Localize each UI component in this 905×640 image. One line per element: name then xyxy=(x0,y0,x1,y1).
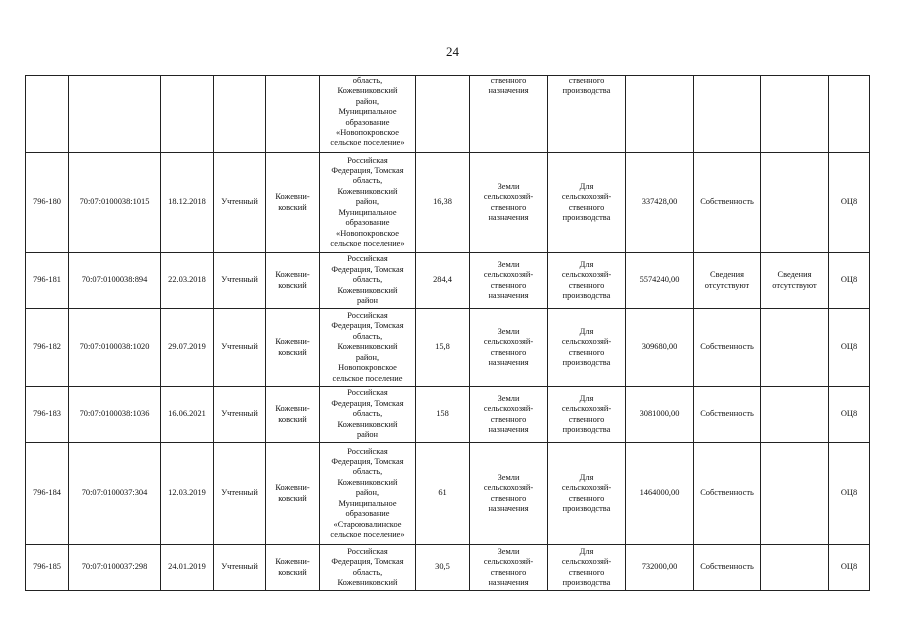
cell-cadastral-number: 70:07:0100038:1036 xyxy=(69,387,161,443)
table-row xyxy=(26,153,870,253)
cell-land-category: ственного назначения xyxy=(470,76,548,153)
cell-cadastral-number: 70:07:0100037:304 xyxy=(69,443,161,545)
cell-cadastral-value: 5574240,00 xyxy=(626,253,694,309)
cell-area: 30,5 xyxy=(416,545,470,591)
cell-right-type: Сведения отсутствуют xyxy=(694,253,761,309)
cell-right-holder xyxy=(761,443,829,545)
cell-district xyxy=(266,76,320,153)
cell-district: Кожевни- ковский xyxy=(266,545,320,591)
cell-id: 796-184 xyxy=(26,443,69,545)
cell-code xyxy=(829,76,870,153)
cell-right-holder xyxy=(761,309,829,387)
cell-cadastral-number: 70:07:0100038:894 xyxy=(69,253,161,309)
cell-cadastral-number xyxy=(69,76,161,153)
cell-district: Кожевни- ковский xyxy=(266,253,320,309)
table-row xyxy=(26,387,870,443)
cell-right-type: Собственность xyxy=(694,387,761,443)
cell-land-category: Земли сельскохозяй- ственного назначения xyxy=(470,545,548,591)
cell-right-type: Собственность xyxy=(694,443,761,545)
cell-cadastral-value: 309680,00 xyxy=(626,309,694,387)
cell-address: Российская Федерация, Томская область, Кожевниковский район xyxy=(320,253,416,309)
cell-district: Кожевни- ковский xyxy=(266,309,320,387)
cell-right-holder xyxy=(761,545,829,591)
cell-right-type: Собственность xyxy=(694,309,761,387)
cell-cadastral-number: 70:07:0100038:1020 xyxy=(69,309,161,387)
cell-status xyxy=(214,76,266,153)
cell-cadastral-value: 337428,00 xyxy=(626,153,694,253)
cell-land-category: Земли сельскохозяй- ственного назначения xyxy=(470,253,548,309)
cell-district: Кожевни- ковский xyxy=(266,153,320,253)
cell-address: Российская Федерация, Томская область, Кожевниковский район, Муниципальное образование «Новопокровское сельское поселение» xyxy=(320,153,416,253)
table-row xyxy=(26,443,870,545)
cell-status: Учтенный xyxy=(214,387,266,443)
cell-permitted-use: Для сельскохозяй- ственного производства xyxy=(548,253,626,309)
cell-right-type: Собственность xyxy=(694,545,761,591)
cell-code: ОЦ8 xyxy=(829,545,870,591)
cell-area xyxy=(416,76,470,153)
cell-status: Учтенный xyxy=(214,253,266,309)
cell-cadastral-value: 3081000,00 xyxy=(626,387,694,443)
land-registry-table xyxy=(25,75,870,591)
cell-date: 22.03.2018 xyxy=(161,253,214,309)
cell-area: 15,8 xyxy=(416,309,470,387)
cell-status: Учтенный xyxy=(214,153,266,253)
cell-permitted-use: Для сельскохозяй- ственного производства xyxy=(548,153,626,253)
cell-land-category: Земли сельскохозяй- ственного назначения xyxy=(470,153,548,253)
cell-permitted-use: ственного производства xyxy=(548,76,626,153)
cell-area: 158 xyxy=(416,387,470,443)
cell-land-category: Земли сельскохозяй- ственного назначения xyxy=(470,387,548,443)
cell-id xyxy=(26,76,69,153)
cell-cadastral-value xyxy=(626,76,694,153)
cell-permitted-use: Для сельскохозяй- ственного производства xyxy=(548,387,626,443)
table-row xyxy=(26,545,870,591)
cell-address: Российская Федерация, Томская область, Кожевниковский район xyxy=(320,387,416,443)
cell-area: 16,38 xyxy=(416,153,470,253)
cell-right-holder xyxy=(761,76,829,153)
cell-code: ОЦ8 xyxy=(829,153,870,253)
cell-permitted-use: Для сельскохозяй- ственного производства xyxy=(548,545,626,591)
table-row-continuation xyxy=(26,76,870,153)
cell-cadastral-number: 70:07:0100037:298 xyxy=(69,545,161,591)
cell-right-holder xyxy=(761,153,829,253)
cell-permitted-use: Для сельскохозяй- ственного производства xyxy=(548,309,626,387)
cell-id: 796-183 xyxy=(26,387,69,443)
cell-land-category: Земли сельскохозяй- ственного назначения xyxy=(470,309,548,387)
table-row xyxy=(26,309,870,387)
cell-district: Кожевни- ковский xyxy=(266,387,320,443)
cell-permitted-use: Для сельскохозяй- ственного производства xyxy=(548,443,626,545)
cell-date: 29.07.2019 xyxy=(161,309,214,387)
cell-id: 796-185 xyxy=(26,545,69,591)
cell-id: 796-182 xyxy=(26,309,69,387)
cell-code: ОЦ8 xyxy=(829,387,870,443)
cell-address: Российская Федерация, Томская область, Кожевниковский район, Новопокровское сельское поселение xyxy=(320,309,416,387)
cell-code: ОЦ8 xyxy=(829,443,870,545)
cell-id: 796-180 xyxy=(26,153,69,253)
cell-status: Учтенный xyxy=(214,545,266,591)
cell-date: 12.03.2019 xyxy=(161,443,214,545)
cell-cadastral-value: 732000,00 xyxy=(626,545,694,591)
cell-cadastral-number: 70:07:0100038:1015 xyxy=(69,153,161,253)
cell-date: 16.06.2021 xyxy=(161,387,214,443)
cell-address: Российская Федерация, Томская область, Кожевниковский район, Муниципальное образование «Староювалинское сельское поселение» xyxy=(320,443,416,545)
cell-area: 61 xyxy=(416,443,470,545)
cell-date xyxy=(161,76,214,153)
cell-date: 24.01.2019 xyxy=(161,545,214,591)
cell-id: 796-181 xyxy=(26,253,69,309)
cell-date: 18.12.2018 xyxy=(161,153,214,253)
cell-code: ОЦ8 xyxy=(829,253,870,309)
cell-code: ОЦ8 xyxy=(829,309,870,387)
cell-address: область, Кожевниковский район, Муниципальное образование «Новопокровское сельское поселение» xyxy=(320,76,416,153)
cell-right-holder xyxy=(761,387,829,443)
cell-land-category: Земли сельскохозяй- ственного назначения xyxy=(470,443,548,545)
table-row xyxy=(26,253,870,309)
cell-right-type: Собственность xyxy=(694,153,761,253)
cell-address: Российская Федерация, Томская область, Кожевниковский xyxy=(320,545,416,591)
cell-right-type xyxy=(694,76,761,153)
cell-right-holder: Сведения отсутствуют xyxy=(761,253,829,309)
cell-status: Учтенный xyxy=(214,443,266,545)
cell-status: Учтенный xyxy=(214,309,266,387)
cell-cadastral-value: 1464000,00 xyxy=(626,443,694,545)
cell-area: 284,4 xyxy=(416,253,470,309)
cell-district: Кожевни- ковский xyxy=(266,443,320,545)
page-number: 24 xyxy=(446,44,459,59)
